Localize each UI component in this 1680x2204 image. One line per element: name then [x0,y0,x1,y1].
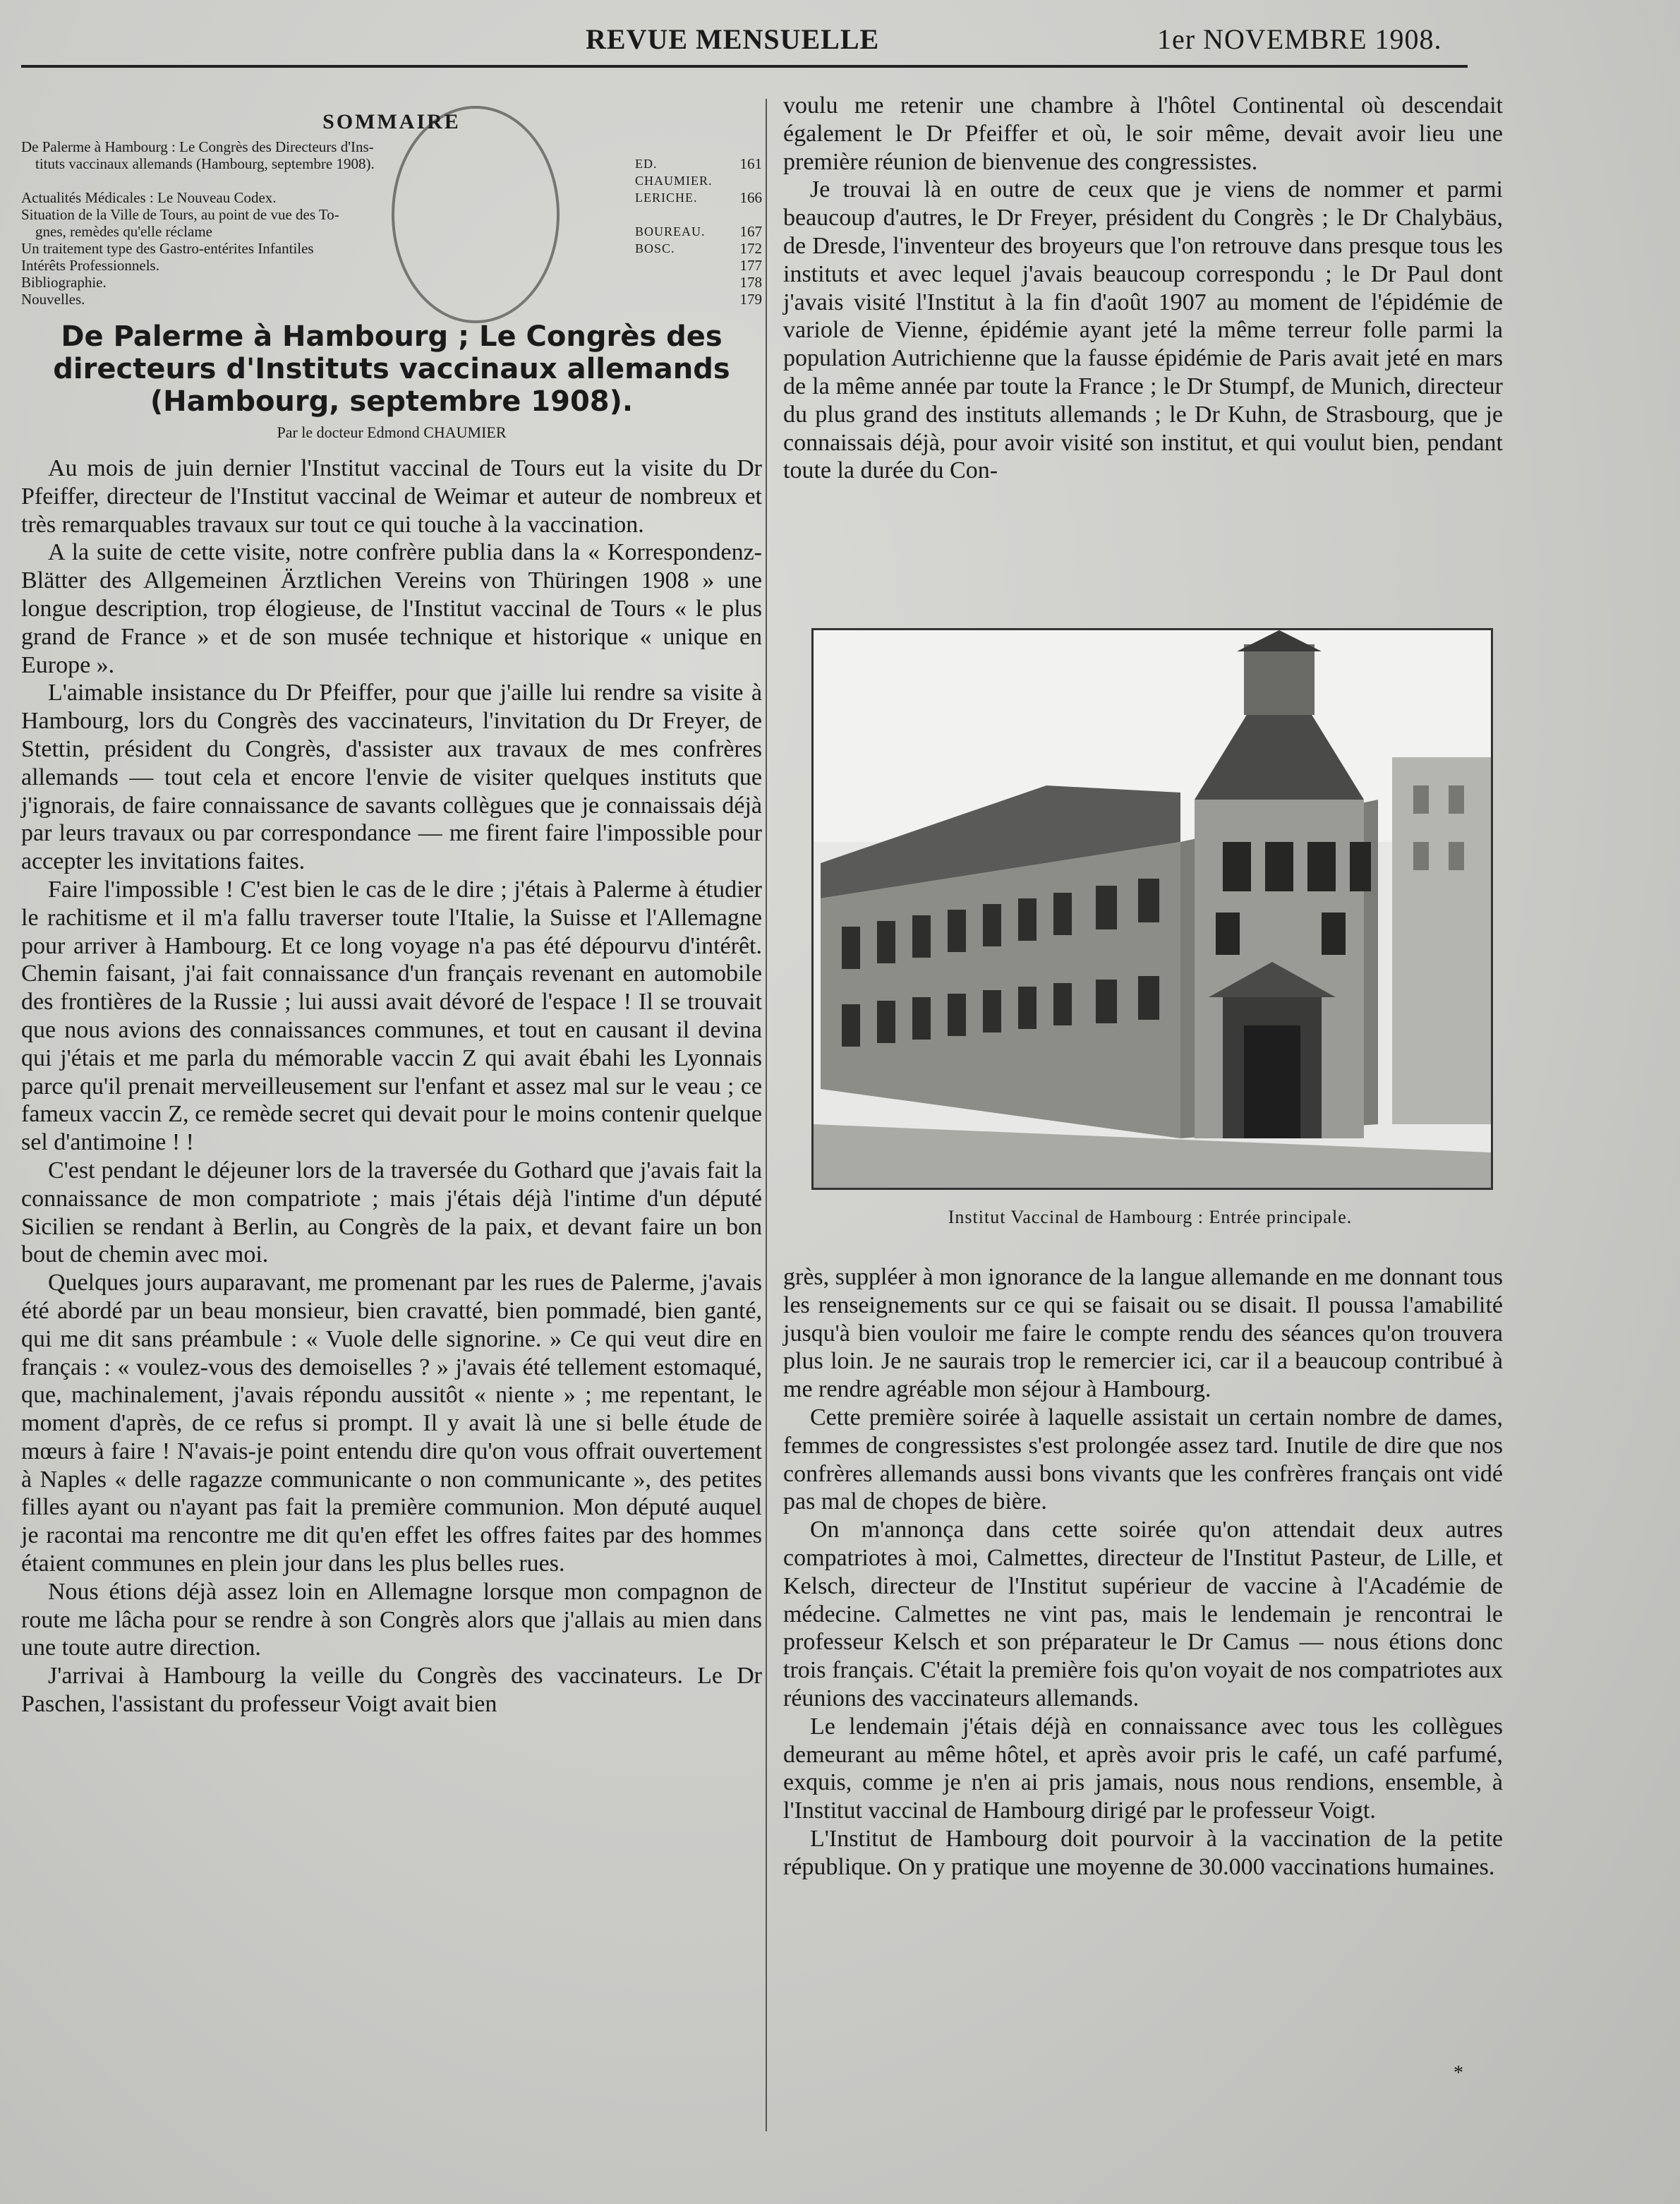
article-paragraph: J'arrivai à Hambourg la veille du Congrès des vaccinateurs. Le Dr Paschen, l'assistant du professeur Voigt avait bien [21,1663,762,1718]
right-column-top [783,92,1503,485]
article-paragraph: C'est pendant le déjeuner lors de la traversée du Gothard que j'avais fait la connaissance de mon compatriote ; mais j'étais déjà l'intime d'un député Sicilien se rendant à Berlin, au Congrès de la paix, et devant faire un bon bout de chemin avec moi. [21,1157,762,1268]
page-header [0,14,1680,64]
article-paragraph: Je trouvai là en outre de ceux que je viens de nommer et parmi beaucoup d'autres, le Dr Freyer, président du Congrès ; le Dr Chalybäus, de Dresde, l'inventeur des broyeurs que l'on retrouve dans presque tous les instituts et avec lequel j'avais beaucoup correspondu ; le Dr Paul dont j'avais visité l'Institut à la fin d'août 1907 au moment de l'épidémie de variole de Vienne, épidémie ayant jeté la même terreur folle parmi la population Autrichienne que la fausse épidémie de Paris avait jeté en mars de la même année par toute la France ; le Dr Stumpf, de Munich, directeur du plus grand des instituts allemands ; le Dr Kuhn, de Strasbourg, que je connaissais déjà, pour avoir visité son institut, et qui voulut bien, pendant toute la durée du Con- [783,176,1503,484]
article-title: De Palerme à Hambourg ; Le Congrès des directeurs d'Instituts vaccinaux allemands (Hambourg, septembre 1908). [53,320,730,418]
article-paragraph: Au mois de juin dernier l'Institut vaccinal de Tours eut la visite du Dr Pfeiffer, directeur de l'Institut vaccinal de Weimar et auteur de nombreux et très remarquables travaux sur tout ce qui touche à la vaccination. [21,455,762,538]
left-column [21,92,762,1718]
column-divider [766,99,767,2131]
toc-entry[interactable]: Un traitement type des Gastro-entérites Infantiles BOSC. 172 [21,240,762,257]
article-paragraph: Cette première soirée à laquelle assistait un certain nombre de dames, femmes de congressistes s'est prolongée assez tard. Inutile de dire que nos confrères allemands aussi bons vivants que les confrères français ont vidé pas mal de chopes de bière. [783,1404,1503,1515]
building-photograph [811,628,1493,1190]
toc-entry[interactable]: Nouvelles. 179 [21,291,762,308]
building-illustration [814,630,1491,1188]
journal-title: REVUE MENSUELLE [586,23,880,55]
right-column-bottom [783,1263,1503,1881]
toc-entry[interactable]: Bibliographie. 178 [21,274,762,291]
library-stamp [392,106,560,323]
figure-caption: Institut Vaccinal de Hambourg : Entrée principale. [948,1207,1353,1227]
article-paragraph: grès, suppléer à mon ignorance de la langue allemande en me donnant tous les renseignements sur ce qui se faisait ou se disait. Il poussa l'amabilité jusqu'à bien vouloir me faire le compte rendu des séances qu'on trouvera plus loin. Je ne saurais trop le remercier ici, car il a beaucoup contribué à me rendre agréable mon séjour à Hambourg. [783,1264,1503,1403]
article-paragraph: On m'annonça dans cette soirée qu'on attendait deux autres compatriotes à moi, Calmettes, directeur de l'Institut Pasteur, de Lille, et Kelsch, directeur de l'Institut supérieur de vaccine à l'Académie de médecine. Calmettes ne vint pas, mais le lendemain je rencontrai le professeur Kelsch et son préparateur le Dr Camus — nous étions donc trois français. C'était la première fois qu'on voyait de nos compatriotes aux réunions des vaccinateurs allemands. [783,1517,1503,1711]
article-paragraph: Le lendemain j'étais déjà en connaissance avec tous les collègues demeurant au même hôtel, et après avoir pris le café, un café parfumé, exquis, comme je n'en ai pris jamais, nous nous rendions, ensemble, à l'Institut vaccinal de Hambourg dirigé par le professeur Voigt. [783,1713,1503,1824]
header-rule [21,65,1468,68]
article-paragraph: Quelques jours auparavant, me promenant par les rues de Palerme, j'avais été abordé par un beau monsieur, bien cravatté, bien pommadé, bien ganté, qui me dit sans préambule : « Vuole delle signorine. » Ce qui veut dire en français : « voulez-vous des demoiselles ? » j'avais été tellement estomaqué, que, machinalement, j'avais répondu aussitôt « niente » ; me repentant, le moment d'après, de ce refus si prompt. Il y avait là une si belle étude de mœurs à faire ! N'avais-je point entendu dire qu'on vous offrait ouvertement à Naples « delle ragazze communicante o non communicante », des petites filles ayant ou n'ayant pas fait la première communion. Mon député auquel je racontai ma rencontre me dit qu'en effet les offres faites par des hommes étaient communes en plein jour dans les plus belles rues. [21,1270,762,1577]
article-paragraph: A la suite de cette visite, notre confrère publia dans la « Korrespondenz-Blätter des Allgemeinen Ärztlichen Vereins von Thüringen 1908 » une longue description, trop élogieuse, de l'Institut vaccinal de Tours « le plus grand de France » et de son musée technique et historique « unique en Europe ». [21,539,762,678]
article-paragraph: voulu me retenir une chambre à l'hôtel Continental où descendait également le Dr Pfeiffer et où, le soir même, devait avoir lieu une première réunion de bienvenue des congressistes. [783,92,1503,175]
toc-entry[interactable]: gnes, remèdes qu'elle réclame BOUREAU. 167 [35,223,762,240]
article-byline: Par le docteur Edmond CHAUMIER [277,423,507,441]
article-paragraph: Nous étions déjà assez loin en Allemagne lorsque mon compagnon de route me lâcha pour se rendre à son Congrès alors que j'allais au mien dans une toute autre direction. [21,1578,762,1661]
toc-entry[interactable]: De Palerme à Hambourg : Le Congrès des Directeurs d'Ins- [21,138,374,155]
article-paragraph: Faire l'impossible ! C'est bien le cas de le dire ; j'étais à Palerme à étudier le rachitisme et il m'a fallu traverser toute l'Italie, la Suisse et l'Allemagne pour arriver à Hambourg. Et ce long voyage n'a pas été dépourvu d'intérêt. Chemin faisant, j'ai fait connaissance d'un français revenant en automobile des frontières de la Russie ; lui aussi avait dévoré de l'espace ! Il se trouvait que nous avions des connaissances communes, et tout en causant il devina qui j'étais et me parla du mémorable vaccin Z qui avait ébahi les Lyonnais parce qu'il prenait merveilleusement sur l'enfant et assez mal sur le veau ; ce fameux vaccin Z, ce remède secret qui devait pour le moins contenir quelque sel d'antimoine ! ! [21,876,762,1156]
toc-entry[interactable]: Actualités Médicales : Le Nouveau Codex. LERICHE. 166 [21,189,762,206]
article-paragraph: L'aimable insistance du Dr Pfeiffer, pour que j'aille lui rendre sa visite à Hambourg, lors du Congrès des vaccinateurs, l'invitation du Dr Freyer, de Stettin, président du Congrès, d'assister aux travaux de mes confrères allemands — tout cela et encore l'envie de visiter quelques instituts que j'ignorais, de faire connaissance de savants collègues que je connaissais déjà par leurs travaux ou par correspondance — me firent faire l'impossible pour accepter les invitations faites. [21,680,762,875]
article-paragraph: L'Institut de Hambourg doit pourvoir à la vaccination de la petite république. On y pratique une moyenne de 30.000 vaccinations humaines. [783,1825,1503,1880]
end-mark: * [1454,2062,1463,2084]
toc-entry[interactable]: Intérêts Professionnels. 177 [21,257,762,274]
toc-entry[interactable]: Situation de la Ville de Tours, au point de vue des To- [21,206,339,223]
issue-date: 1er NOVEMBRE 1908. [1157,23,1442,55]
sommaire-title: SOMMAIRE [322,110,461,133]
toc-entry[interactable]: tituts vaccinaux allemands (Hambourg, septembre 1908). ED. CHAUMIER. 161 [35,155,762,188]
